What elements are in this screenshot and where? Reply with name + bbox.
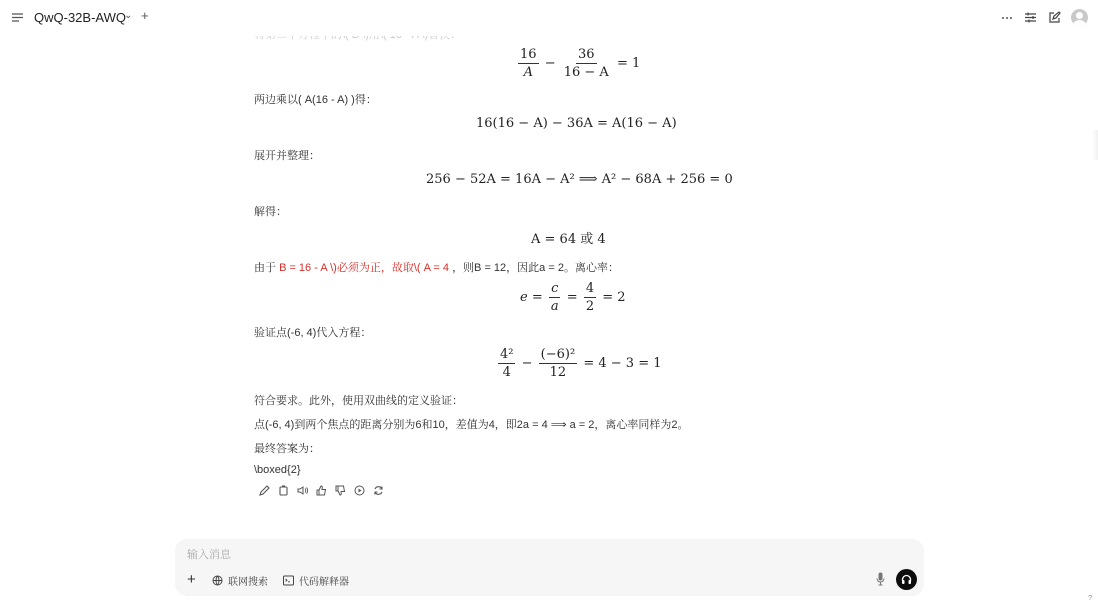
add-attachment-plus-icon[interactable]: +: [187, 571, 196, 588]
voice-mode-button[interactable]: [896, 569, 917, 590]
thumbs-down-icon[interactable]: [333, 483, 347, 497]
regenerate-icon[interactable]: [371, 483, 385, 497]
fraction-numerator: 4²: [500, 347, 514, 362]
thumbs-up-icon[interactable]: [314, 483, 328, 497]
chevron-down-icon[interactable]: ⌄: [124, 10, 133, 21]
edit-icon[interactable]: [257, 483, 271, 497]
fraction-denominator: 16 − A: [563, 65, 609, 80]
equation-3: 256 − 52A = 16A − A² ⟹ A² − 68A + 256 = 0: [426, 172, 733, 187]
web-search-toggle[interactable]: [212, 573, 268, 588]
scrollbar-shadow: [1092, 130, 1098, 160]
fraction-numerator: 4: [585, 281, 595, 296]
copy-icon[interactable]: [276, 483, 290, 497]
text: ，则B = 12，因此a = 2。离心率：: [452, 262, 619, 274]
edit-icon[interactable]: [1047, 10, 1062, 25]
equation-rhs: = 4 − 3 = 1: [583, 356, 662, 371]
fraction-numerator: (−6)²: [540, 347, 576, 362]
text: 由于: [254, 262, 280, 274]
terminal-icon: [283, 575, 294, 586]
paragraph: 解得：: [254, 206, 287, 218]
fraction-denominator: 12: [549, 365, 567, 380]
paragraph-conclusion: [254, 259, 619, 275]
equation-2: 16(16 − A) − 36A = A(16 − A): [476, 116, 677, 131]
equation-rhs: = 1: [616, 56, 641, 71]
model-selector[interactable]: QwQ-32B-AWQ: [34, 10, 126, 25]
equation-4: A = 64 或 4: [531, 232, 606, 247]
equation-lhs: e =: [520, 290, 543, 305]
equation-1: [516, 47, 640, 80]
paragraph: 验证点(-6, 4)代入方程：: [254, 327, 372, 339]
final-answer: \boxed{2}: [254, 464, 301, 476]
code-interpreter-label: 代码解释器: [299, 577, 349, 588]
operator: −: [521, 356, 533, 371]
operator: =: [566, 290, 578, 305]
fraction-numerator: c: [551, 281, 559, 296]
top-bar: [0, 0, 1098, 36]
message-input[interactable]: [187, 547, 787, 563]
paragraph: 展开并整理：: [254, 150, 320, 162]
operator: −: [544, 56, 556, 71]
avatar[interactable]: [1071, 9, 1088, 26]
headphones-icon: [901, 574, 912, 585]
microphone-icon[interactable]: [876, 572, 885, 591]
new-chat-plus-icon[interactable]: +: [141, 8, 149, 23]
speaker-icon[interactable]: [295, 483, 309, 497]
globe-icon: [212, 575, 223, 586]
settings-sliders-icon[interactable]: [1023, 10, 1038, 25]
code-interpreter-toggle[interactable]: [283, 573, 349, 588]
fraction-numerator: 16: [520, 47, 537, 62]
fraction-denominator: a: [550, 299, 559, 314]
fraction-denominator: A: [523, 65, 533, 80]
help-button[interactable]: ?: [1088, 595, 1092, 602]
menu-icon[interactable]: [11, 11, 25, 25]
header-actions: [999, 9, 1088, 26]
more-icon[interactable]: [999, 10, 1014, 25]
fraction-denominator: 2: [585, 299, 595, 314]
message-actions: [257, 483, 385, 497]
play-icon[interactable]: [352, 483, 366, 497]
equation-6: [496, 347, 662, 380]
fraction-denominator: 4: [502, 365, 511, 380]
paragraph: 符合要求。此外，使用双曲线的定义验证：: [254, 395, 463, 407]
highlighted-text: B = 16 - A \)必须为正，故取\( A = 4: [279, 262, 453, 274]
web-search-label: 联网搜索: [228, 577, 268, 588]
paragraph: 点(-6, 4)到两个焦点的距离分别为6和10，差值为4，即2a = 4 ⟹ a = 2，离心率同样为2。: [254, 419, 689, 431]
paragraph: 最终答案为：: [254, 443, 320, 455]
equation-rhs: = 2: [602, 290, 626, 305]
message-composer: [175, 539, 924, 596]
fraction-numerator: 36: [578, 47, 595, 62]
paragraph: 两边乘以( A(16 - A) )得：: [254, 94, 377, 106]
equation-5: [520, 281, 626, 314]
